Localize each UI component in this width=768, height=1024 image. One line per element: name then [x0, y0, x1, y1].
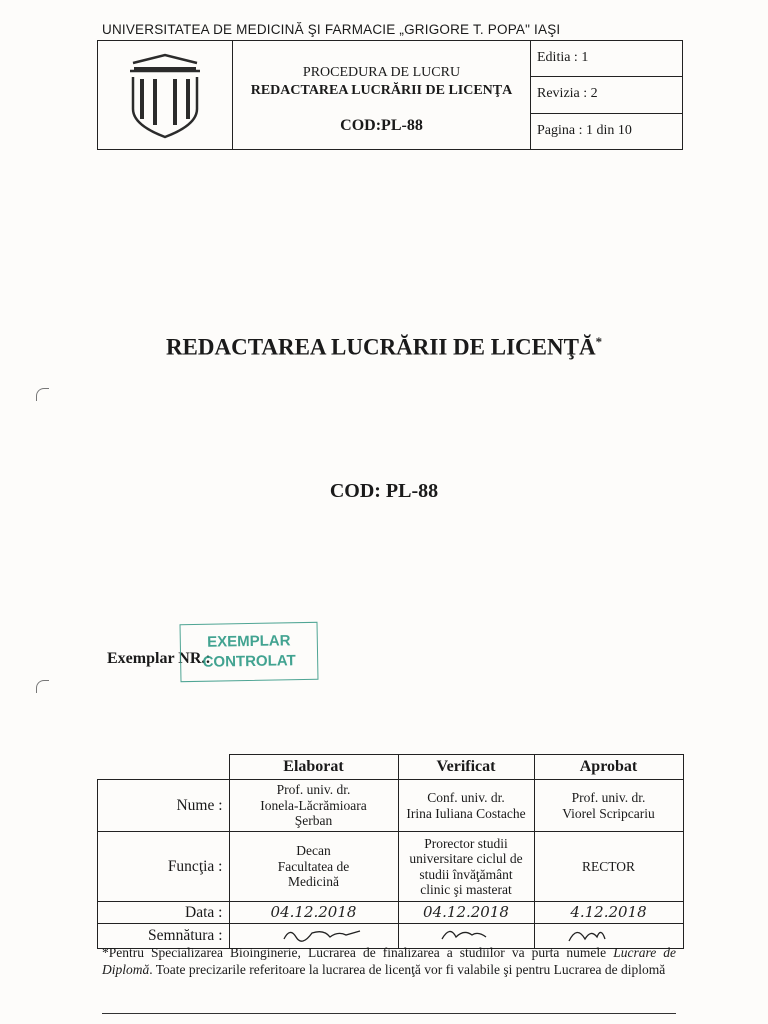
data-elaborat: 04.12.2018	[229, 902, 398, 924]
row-label-semnatura: Semnătura :	[98, 924, 230, 949]
footnote-italic: Lucrare de Diplomă	[102, 945, 676, 977]
cell-line: universitare ciclul de	[409, 851, 523, 866]
row-label-functia: Funcţia :	[98, 832, 230, 902]
handwritten-signature	[539, 925, 679, 943]
margin-mark	[36, 388, 49, 401]
data-aprobat: 4.12.2018	[534, 902, 683, 924]
cell-line: Decan	[296, 843, 331, 859]
cell-line: Conf. univ. dr.	[427, 790, 505, 805]
table-corner	[98, 755, 230, 780]
approval-table	[97, 754, 684, 949]
cell-line: Şerban	[294, 813, 333, 829]
cell-line: Facultatea de	[277, 858, 350, 874]
title-text: REDACTAREA LUCRĂRII DE LICENŢĂ	[165, 334, 596, 360]
row-label-data: Data :	[98, 902, 230, 924]
nume-verificat	[398, 780, 534, 832]
procedure-code: COD:PL-88	[340, 117, 423, 134]
header-aprobat: Aprobat	[534, 755, 683, 780]
cell-line: Medicină	[288, 874, 339, 890]
procedure-label: PROCEDURA DE LUCRU	[302, 65, 461, 80]
controlled-copy-stamp	[180, 622, 319, 682]
margin-mark	[36, 680, 49, 693]
cell-line: Prof. univ. dr.	[276, 782, 351, 798]
university-logo	[98, 41, 233, 149]
footnote-text: . Toate precizarile referitoare la lucrarea de licenţă vor fi valabile şi pentru Lucrarea de diplomă	[149, 962, 666, 977]
title-footnote-mark: *	[595, 334, 603, 349]
footnote	[102, 944, 676, 978]
cell-line: Viorel Scripcariu	[562, 805, 655, 821]
cell-line: studii învăţământ	[419, 866, 513, 882]
columns-shield-icon	[98, 41, 233, 148]
footnote-text: *Pentru Specializarea Bioinginerie, Lucrarea de finalizarea a studiilor va purta numele	[102, 945, 614, 960]
revision-field: Revizia : 2	[531, 77, 682, 113]
exemplar-number-label: Exemplar NR.:	[107, 650, 211, 667]
functia-elaborat	[229, 832, 398, 902]
procedure-name: REDACTAREA LUCRĂRII DE LICENŢA	[250, 83, 513, 98]
document-header-table	[97, 40, 683, 150]
bottom-rule	[102, 1013, 676, 1014]
stamp-line1: EXEMPLAR	[207, 632, 291, 651]
handwritten-signature	[402, 925, 530, 943]
nume-elaborat	[229, 780, 398, 832]
document-code: COD: PL-88	[329, 480, 439, 502]
data-verificat: 04.12.2018	[398, 902, 534, 924]
nume-aprobat	[534, 780, 683, 832]
cell-line: Irina Iuliana Costache	[406, 805, 526, 821]
row-label-nume: Nume :	[98, 780, 230, 832]
cell-line: Ionela-Lăcrămioara	[260, 797, 367, 813]
cell-line: clinic şi masterat	[420, 882, 512, 897]
university-name: UNIVERSITATEA DE MEDICINĂ ŞI FARMACIE „GRIGORE T. POPA" IAŞI	[102, 22, 561, 37]
header-verificat: Verificat	[398, 755, 534, 780]
functia-aprobat	[534, 832, 683, 902]
edition-field: Editia : 1	[531, 41, 682, 77]
page-field: Pagina : 1 din 10	[537, 122, 632, 138]
cell-line: RECTOR	[581, 858, 635, 874]
revision-cells	[531, 41, 682, 149]
cell-line: Prof. univ. dr.	[571, 790, 646, 805]
stamp-line2: CONTROLAT	[202, 652, 296, 671]
header-elaborat: Elaborat	[229, 755, 398, 780]
functia-verificat	[398, 832, 534, 902]
document-title	[0, 334, 768, 361]
cell-line: Prorector studii	[424, 835, 508, 851]
procedure-title-cell	[233, 41, 531, 149]
handwritten-signature	[234, 925, 394, 943]
